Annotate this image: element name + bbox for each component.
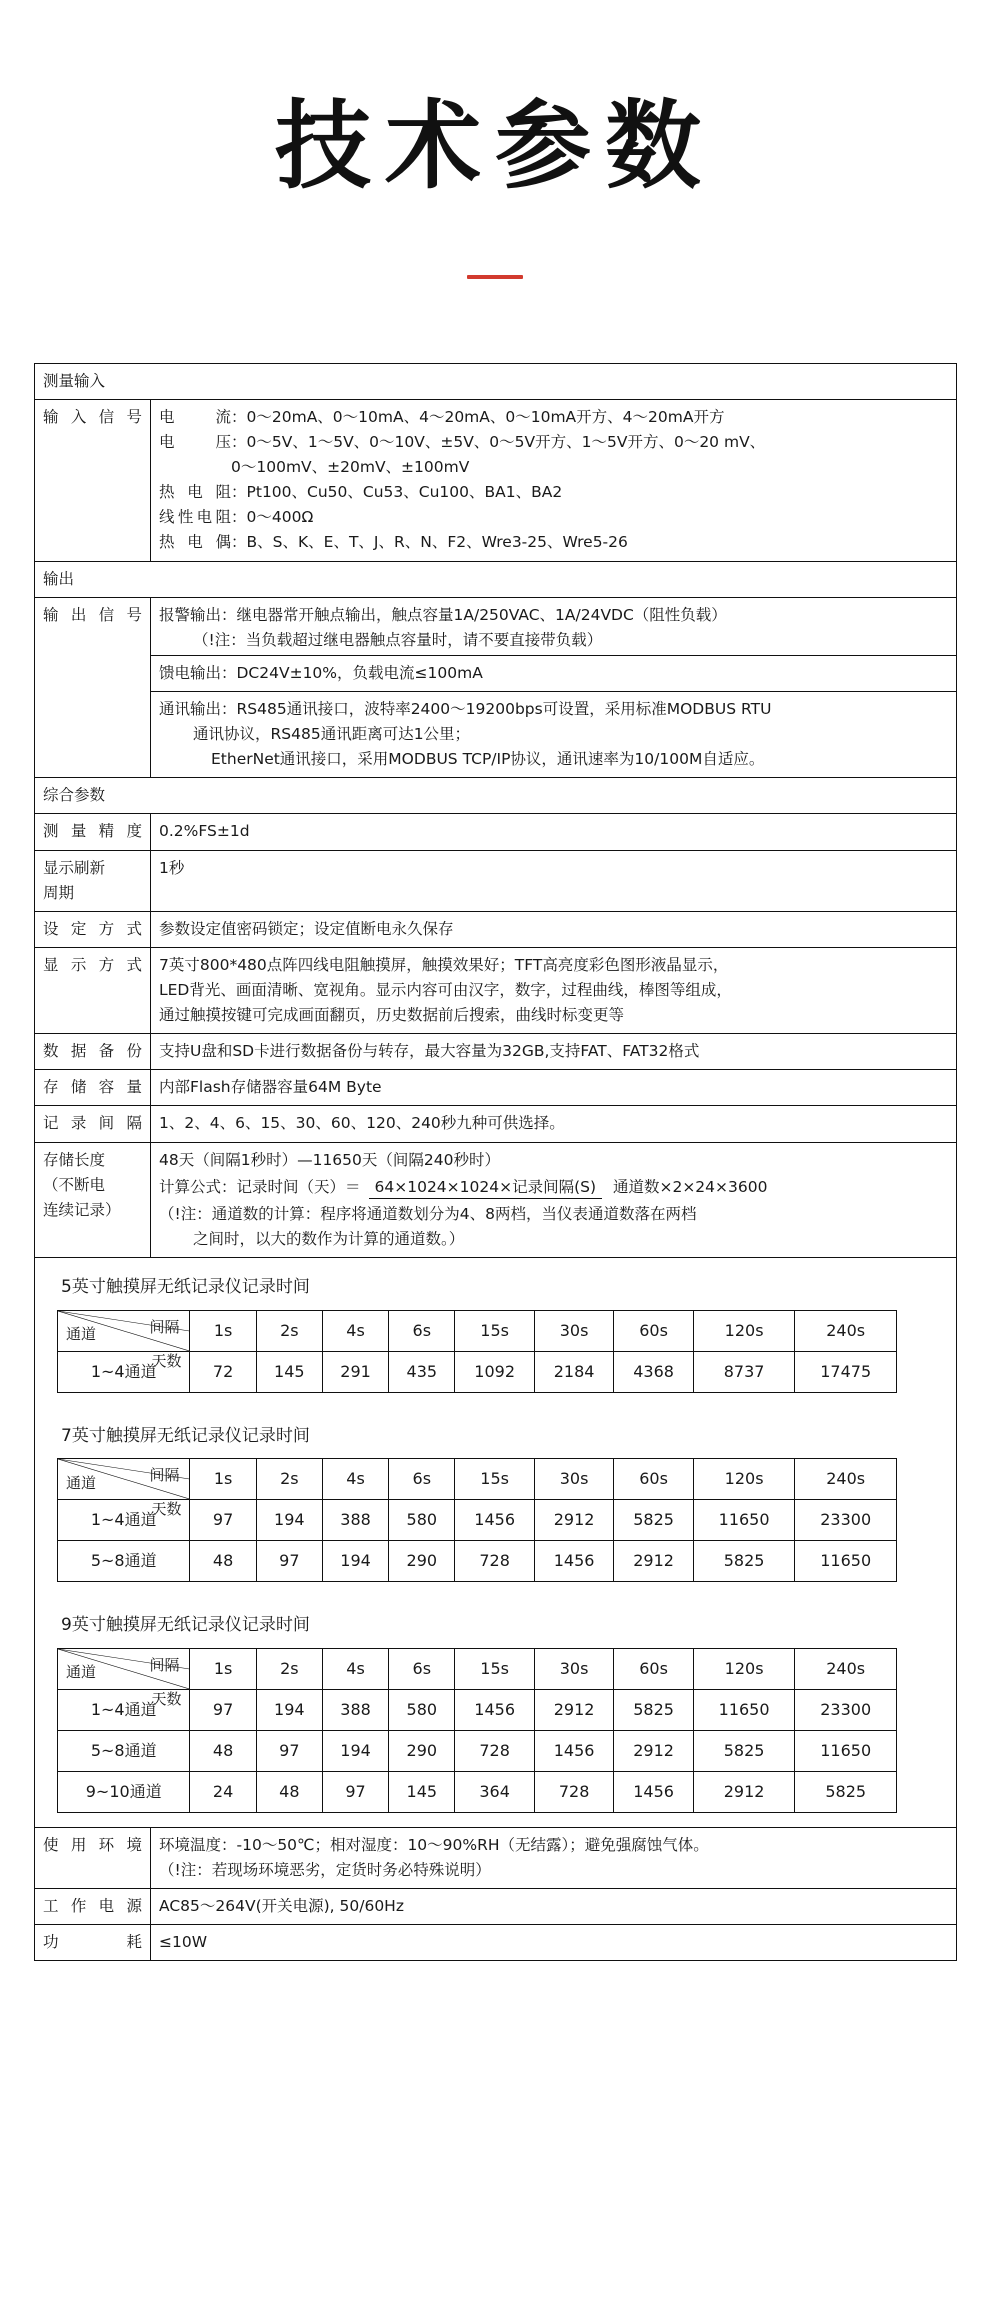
record-cell: 388 <box>322 1500 388 1541</box>
corner-label-days: 天数 <box>151 1689 182 1708</box>
record-time-container <box>35 1257 957 1827</box>
table-row-input-signal <box>35 399 957 561</box>
table-row-accuracy <box>35 814 957 850</box>
corner-label-interval: 间隔 <box>149 1317 180 1336</box>
record-col-header: 1s <box>190 1310 256 1351</box>
record-col-header: 30s <box>534 1459 613 1500</box>
table-row-power <box>35 1888 957 1924</box>
record-col-header: 240s <box>795 1459 897 1500</box>
formula-denominator: 通道数×2×24×3600 <box>612 1177 768 1196</box>
row-label-accuracy: 测量精度 <box>35 814 151 850</box>
display-line-1: 7英寸800*480点阵四线电阻触摸屏，触摸效果好；TFT高亮度彩色图形液晶显示， <box>159 955 729 974</box>
record-cell: 2912 <box>534 1500 613 1541</box>
record-cell: 145 <box>389 1771 455 1812</box>
record-table-block-5inch <box>35 1258 956 1407</box>
record-cell: 24 <box>190 1771 256 1812</box>
record-col-header: 4s <box>322 1310 388 1351</box>
input-voltage-key: 电 压 <box>159 433 231 452</box>
row-label-input-signal: 输入信号 <box>35 399 151 561</box>
input-current-value: ：0～20mA、0～10mA、4～20mA、0～10mA开方、4～20mA开方 <box>231 407 725 426</box>
row-value-storage-length <box>151 1142 957 1257</box>
input-current-key: 电 流 <box>159 407 231 426</box>
record-cell: 2912 <box>614 1730 693 1771</box>
row-label-output-signal: 输出信号 <box>35 597 151 778</box>
record-table-block-9inch <box>35 1596 956 1827</box>
record-cell: 194 <box>322 1541 388 1582</box>
record-cell: 580 <box>389 1500 455 1541</box>
record-table-7inch <box>57 1458 897 1582</box>
table-row-section-measure-input <box>35 363 957 399</box>
record-cell: 435 <box>389 1351 455 1392</box>
record-cell: 1456 <box>614 1771 693 1812</box>
row-label-refresh: 显示刷新 周期 <box>35 850 151 911</box>
corner-label-days: 天数 <box>151 1351 182 1370</box>
storage-note-2: 之间时，以大的数作为计算的通道数。） <box>193 1229 465 1248</box>
row-value-refresh: 1秒 <box>151 850 957 911</box>
record-table-header-row <box>58 1459 897 1500</box>
input-voltage-value-2: 0～100mV、±20mV、±100mV <box>231 458 470 477</box>
table-row-display <box>35 947 957 1033</box>
input-thermocouple-key: 热 电 偶 <box>159 533 231 552</box>
record-cell: 728 <box>455 1730 534 1771</box>
row-value-capacity: 内部Flash存储器容量64M Byte <box>151 1070 957 1106</box>
record-col-header: 6s <box>389 1648 455 1689</box>
environment-line-2: （!注：若现场环境恶劣，定货时务必特殊说明） <box>159 1860 491 1879</box>
table-row <box>58 1500 897 1541</box>
record-table-header-row <box>58 1648 897 1689</box>
record-cell: 5825 <box>693 1541 795 1582</box>
row-value-output-signal <box>151 597 957 778</box>
record-cell: 388 <box>322 1689 388 1730</box>
record-cell: 5825 <box>614 1500 693 1541</box>
output-alarm-note: （!注：当负载超过继电器触点容量时，请不要直接带负载） <box>193 630 603 649</box>
row-value-accuracy: 0.2%FS±1d <box>151 814 957 850</box>
record-cell: 48 <box>190 1730 256 1771</box>
row-label-power: 工作电源 <box>35 1888 151 1924</box>
corner-label-channel: 通道 <box>66 1325 97 1344</box>
corner-label-channel: 通道 <box>66 1663 97 1682</box>
record-cell: 194 <box>256 1500 322 1541</box>
table-row-output-signal <box>35 597 957 778</box>
table-row <box>58 1541 897 1582</box>
output-comm-line-1: 通讯输出：RS485通讯接口，波特率2400～19200bps可设置，采用标准MODBUS RTU <box>159 700 772 718</box>
table-row-record-time-tables <box>35 1257 957 1827</box>
corner-label-interval: 间隔 <box>149 1655 180 1674</box>
input-linear-resistance-value: ：0～400Ω <box>231 508 314 527</box>
input-rtd-value: ：Pt100、Cu50、Cu53、Cu100、BA1、BA2 <box>231 483 563 502</box>
record-cell: 8737 <box>693 1351 795 1392</box>
corner-label-interval: 间隔 <box>149 1466 180 1485</box>
record-col-header: 60s <box>614 1459 693 1500</box>
record-cell: 11650 <box>693 1689 795 1730</box>
table-row-setting <box>35 911 957 947</box>
page-title: 技术参数 <box>275 90 715 202</box>
record-table-5inch <box>57 1310 897 1393</box>
record-row-label: 1~4通道 <box>58 1351 190 1392</box>
input-voltage-value: ：0～5V、1～5V、0～10V、±5V、0～5V开方、1～5V开方、0～20 mV、 <box>231 433 766 452</box>
record-table-header-row <box>58 1310 897 1351</box>
record-cell: 11650 <box>795 1730 897 1771</box>
record-col-header: 15s <box>455 1310 534 1351</box>
record-row-label: 1~4通道 <box>58 1689 190 1730</box>
row-label-environment: 使用环境 <box>35 1827 151 1888</box>
record-col-header: 15s <box>455 1459 534 1500</box>
table-row <box>58 1771 897 1812</box>
table-row-consumption <box>35 1924 957 1960</box>
record-row-label: 5~8通道 <box>58 1541 190 1582</box>
record-cell: 5825 <box>614 1689 693 1730</box>
row-label-capacity: 存储容量 <box>35 1070 151 1106</box>
storage-formula <box>159 1173 948 1202</box>
record-col-header: 240s <box>795 1648 897 1689</box>
record-cell: 23300 <box>795 1689 897 1730</box>
record-cell: 48 <box>190 1541 256 1582</box>
record-cell: 1092 <box>455 1351 534 1392</box>
table-row-environment <box>35 1827 957 1888</box>
record-cell: 97 <box>322 1771 388 1812</box>
table-row-backup <box>35 1034 957 1070</box>
record-col-header: 4s <box>322 1648 388 1689</box>
record-col-header: 1s <box>190 1648 256 1689</box>
record-row-label: 1~4通道 <box>58 1500 190 1541</box>
record-cell: 194 <box>256 1689 322 1730</box>
record-table-corner-cell <box>58 1310 190 1370</box>
record-cell: 2184 <box>534 1351 613 1392</box>
corner-label-days: 天数 <box>151 1500 182 1519</box>
display-line-3: 通过触摸按键可完成画面翻页，历史数据前后搜索，曲线时标变更等 <box>159 1006 625 1025</box>
record-col-header: 30s <box>534 1310 613 1351</box>
section-output: 输出 <box>35 561 957 597</box>
record-col-header: 15s <box>455 1648 534 1689</box>
row-value-consumption: ≤10W <box>151 1924 957 1960</box>
record-row-label: 5~8通道 <box>58 1730 190 1771</box>
table-row-interval <box>35 1106 957 1142</box>
row-label-storage-length: 存储长度 （不断电 连续记录） <box>35 1142 151 1257</box>
spec-table-wrapper <box>34 363 956 1961</box>
table-row-capacity <box>35 1070 957 1106</box>
row-label-display: 显示方式 <box>35 947 151 1033</box>
row-value-interval: 1、2、4、6、15、30、60、120、240秒九种可供选择。 <box>151 1106 957 1142</box>
record-col-header: 60s <box>614 1310 693 1351</box>
record-col-header: 2s <box>256 1310 322 1351</box>
record-cell: 194 <box>322 1730 388 1771</box>
output-feed-line: 馈电输出：DC24V±10%，负载电流≤100mA <box>159 663 483 682</box>
record-table-title-9inch: 9英寸触摸屏无纸记录仪记录时间 <box>61 1615 310 1636</box>
record-cell: 4368 <box>614 1351 693 1392</box>
record-cell: 290 <box>389 1541 455 1582</box>
record-table-corner-cell <box>58 1648 190 1708</box>
row-value-power: AC85～264V(开关电源), 50/60Hz <box>151 1888 957 1924</box>
row-value-display <box>151 947 957 1033</box>
record-table-9inch <box>57 1648 897 1813</box>
storage-note-1: （!注：通道数的计算：程序将通道数划分为4、8两档，当仪表通道数落在两档 <box>159 1204 697 1223</box>
record-cell: 728 <box>534 1771 613 1812</box>
record-cell: 364 <box>455 1771 534 1812</box>
table-row-section-output <box>35 561 957 597</box>
row-label-setting: 设定方式 <box>35 911 151 947</box>
formula-fraction <box>369 1175 774 1200</box>
section-measure-input: 测量输入 <box>35 363 957 399</box>
record-col-header: 6s <box>389 1310 455 1351</box>
table-row-storage-length <box>35 1142 957 1257</box>
record-col-header: 120s <box>693 1310 795 1351</box>
input-rtd-key: 热 电 阻 <box>159 483 231 502</box>
table-row <box>58 1351 897 1392</box>
record-cell: 97 <box>190 1500 256 1541</box>
record-cell: 5825 <box>693 1730 795 1771</box>
record-table-block-7inch <box>35 1407 956 1597</box>
row-value-setting: 参数设定值密码锁定；设定值断电永久保存 <box>151 911 957 947</box>
corner-label-channel: 通道 <box>66 1473 97 1492</box>
record-col-header: 4s <box>322 1459 388 1500</box>
record-cell: 72 <box>190 1351 256 1392</box>
table-row <box>58 1689 897 1730</box>
record-col-header: 120s <box>693 1459 795 1500</box>
record-col-header: 120s <box>693 1648 795 1689</box>
record-cell: 1456 <box>534 1730 613 1771</box>
row-label-consumption: 功 耗 <box>35 1924 151 1960</box>
record-col-header: 60s <box>614 1648 693 1689</box>
output-signal-groups <box>151 598 956 778</box>
record-cell: 2912 <box>693 1771 795 1812</box>
table-row-section-comprehensive <box>35 778 957 814</box>
record-cell: 2912 <box>614 1541 693 1582</box>
display-line-2: LED背光、画面清晰、宽视角。显示内容可由汉字，数字，过程曲线，棒图等组成， <box>159 980 732 999</box>
input-thermocouple-value: ：B、S、K、E、T、J、R、N、F2、Wre3-25、Wre5-26 <box>231 533 628 552</box>
record-cell: 17475 <box>795 1351 897 1392</box>
record-table-title-7inch: 7英寸触摸屏无纸记录仪记录时间 <box>61 1425 310 1446</box>
record-table-title-5inch: 5英寸触摸屏无纸记录仪记录时间 <box>61 1276 310 1297</box>
title-underline-rule <box>467 275 523 279</box>
row-label-interval: 记录间隔 <box>35 1106 151 1142</box>
record-cell: 48 <box>256 1771 322 1812</box>
record-cell: 728 <box>455 1541 534 1582</box>
input-linear-resistance-key: 线性电阻 <box>159 508 231 527</box>
record-cell: 97 <box>256 1541 322 1582</box>
record-col-header: 6s <box>389 1459 455 1500</box>
record-cell: 580 <box>389 1689 455 1730</box>
record-cell: 23300 <box>795 1500 897 1541</box>
record-cell: 11650 <box>795 1541 897 1582</box>
output-comm-line-2: 通讯协议，RS485通讯距离可达1公里； <box>193 725 471 744</box>
record-cell: 1456 <box>455 1689 534 1730</box>
record-col-header: 2s <box>256 1459 322 1500</box>
environment-line-1: 环境温度：-10～50℃；相对湿度：10～90%RH（无结露）；避免强腐蚀气体。 <box>159 1835 709 1854</box>
output-alarm-line: 报警输出：继电器常开触点输出，触点容量1A/250VAC、1A/24VDC（阻性负载） <box>159 605 727 624</box>
record-row-label: 9~10通道 <box>58 1771 190 1812</box>
record-col-header: 240s <box>795 1310 897 1351</box>
record-col-header: 1s <box>190 1459 256 1500</box>
record-cell: 290 <box>389 1730 455 1771</box>
storage-range-line: 48天（间隔1秒时）—11650天（间隔240秒时） <box>159 1150 500 1169</box>
row-value-input-signal <box>151 399 957 561</box>
record-cell: 97 <box>256 1730 322 1771</box>
row-label-backup: 数据备份 <box>35 1034 151 1070</box>
formula-prefix: 计算公式：记录时间（天）＝ <box>159 1177 361 1196</box>
record-cell: 145 <box>256 1351 322 1392</box>
record-cell: 1456 <box>455 1500 534 1541</box>
record-col-header: 30s <box>534 1648 613 1689</box>
record-cell: 11650 <box>693 1500 795 1541</box>
record-cell: 97 <box>190 1689 256 1730</box>
record-cell: 5825 <box>795 1771 897 1812</box>
table-row-refresh <box>35 850 957 911</box>
section-comprehensive: 综合参数 <box>35 778 957 814</box>
record-col-header: 2s <box>256 1648 322 1689</box>
record-cell: 291 <box>322 1351 388 1392</box>
page-header <box>0 0 990 279</box>
row-value-environment <box>151 1827 957 1888</box>
specification-table <box>34 363 957 1961</box>
output-comm-line-3: EtherNet通讯接口，采用MODBUS TCP/IP协议，通讯速率为10/100M自适应。 <box>211 750 765 769</box>
table-row <box>58 1730 897 1771</box>
record-cell: 2912 <box>534 1689 613 1730</box>
record-table-corner-cell <box>58 1459 190 1519</box>
formula-numerator: 64×1024×1024×记录间隔(S) <box>369 1178 603 1199</box>
record-cell: 1456 <box>534 1541 613 1582</box>
row-value-backup: 支持U盘和SD卡进行数据备份与转存，最大容量为32GB,支持FAT、FAT32格式 <box>151 1034 957 1070</box>
